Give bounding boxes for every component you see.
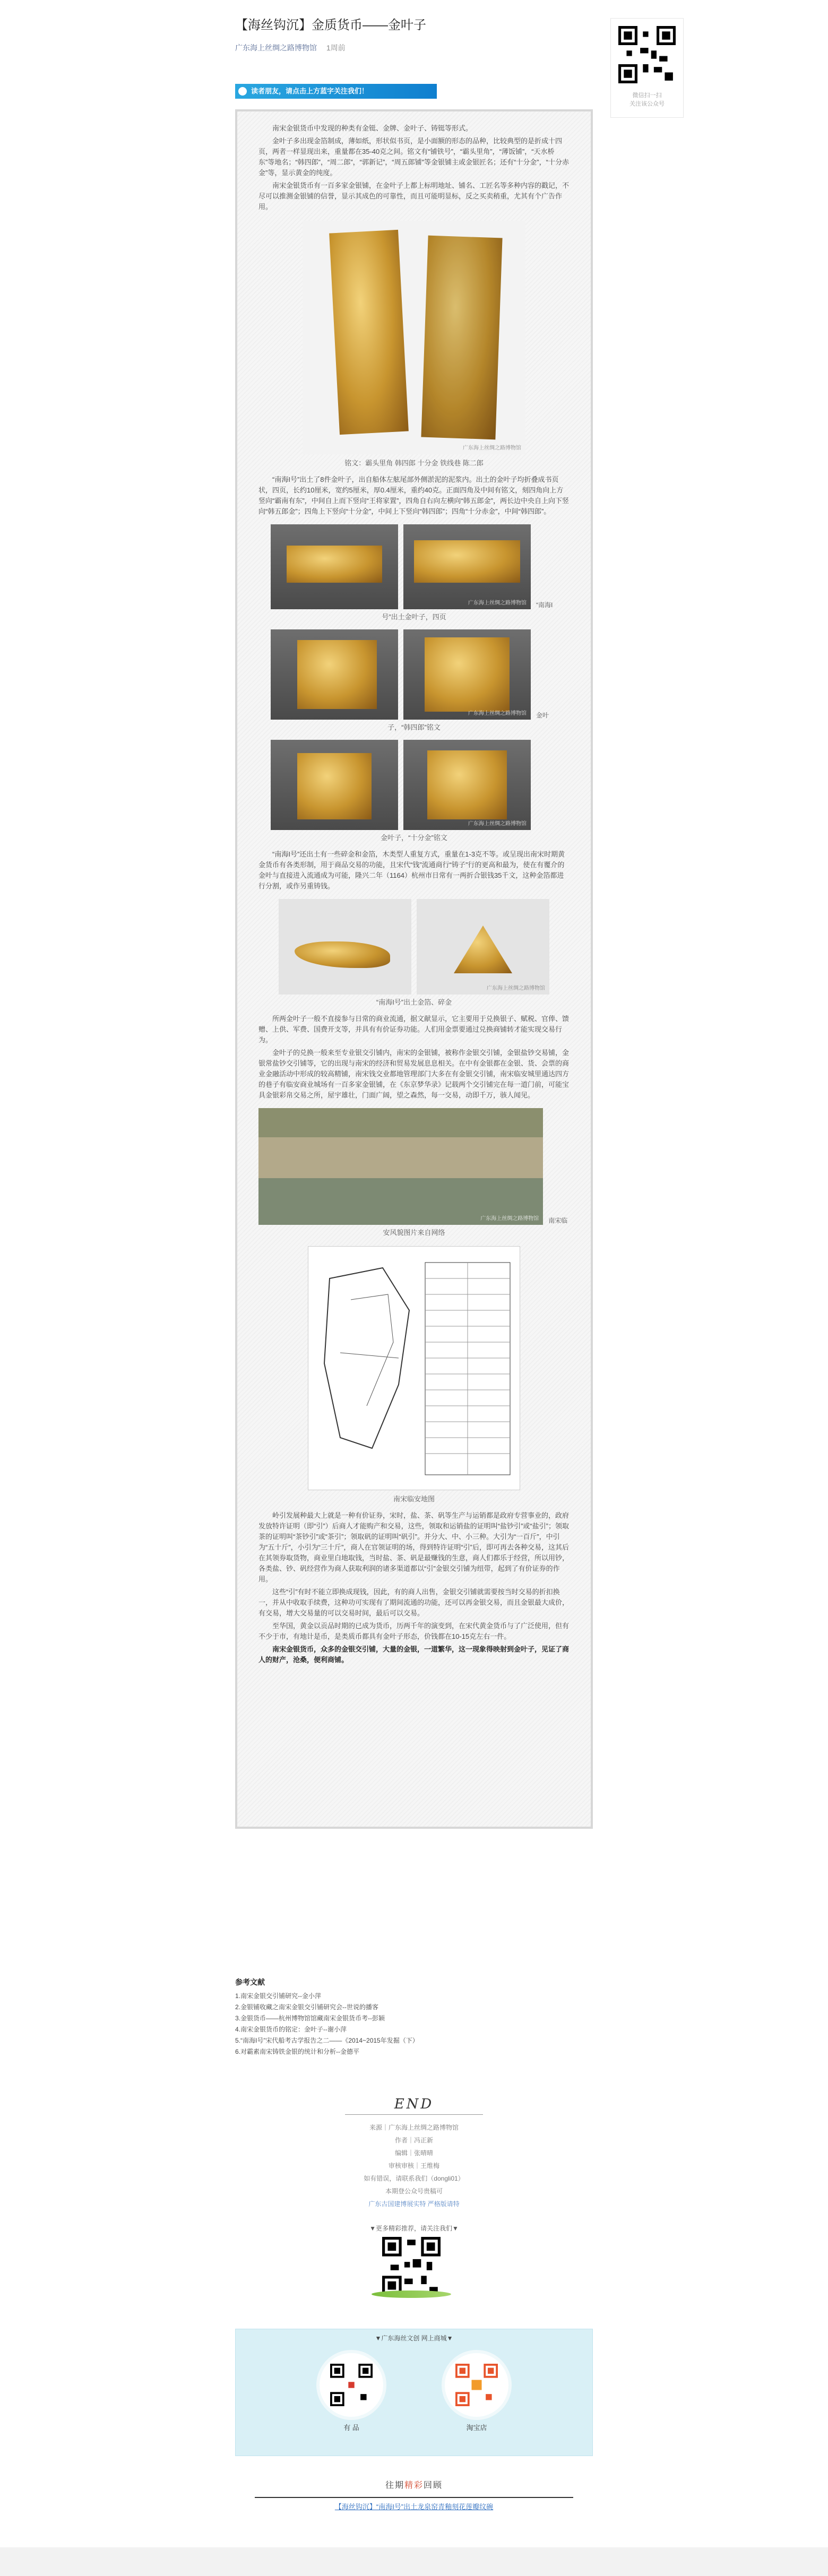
store-cards — [289, 2353, 539, 2432]
store-qr-circle — [445, 2353, 508, 2417]
credit-line: 作者｜冯正新 — [394, 2137, 433, 2144]
caption-fragment: “南海I — [536, 601, 553, 609]
heading-part: 往期 — [385, 2481, 404, 2490]
watermark: 广东海上丝绸之路博物馆 — [468, 711, 527, 716]
reference-item: 1.南宋金银交引铺研究--金小萍 — [235, 1992, 322, 2000]
gold-leaf-photo — [403, 524, 531, 609]
gold-leaf-photo — [303, 221, 525, 454]
gold-leaf — [414, 540, 520, 583]
grass-decoration — [372, 2290, 451, 2298]
caption-fragment: 金叶 — [536, 712, 549, 719]
qr-caption-line: 关注该公众号 — [629, 101, 665, 107]
qr-code-icon — [330, 2364, 373, 2406]
gold-leaf — [297, 753, 372, 819]
paragraph: 所两金叶子一般不直接参与日常的商业流通，据文献显示，它主要用于兑换银子、赋税、官俸、馈赠、上供、军费、国费开支等，并具有有价证券功能。人们用金票要通过兑换商铺转才能实现交易行为。 — [258, 1015, 570, 1044]
scan-tip: ▼更多精彩推荐，请关注我们▼ — [369, 2225, 459, 2232]
qr-caption — [618, 91, 676, 108]
publish-date: 1周前 — [326, 44, 346, 52]
reference-item: 5.“南海I号”宋代船考古学报告之二——《2014~2015年发掘（下） — [235, 2037, 419, 2044]
follow-qr-card — [610, 18, 684, 118]
gold-leaf-photo — [271, 524, 398, 609]
credit-line: 来源｜广东海上丝绸之路博物馆 — [369, 2124, 459, 2131]
paragraph: 南宋金银货币中发现的种类有金铤、金牌、金叶子、铸铤等形式。 — [272, 124, 473, 132]
qr-code-icon — [455, 2364, 498, 2406]
paragraph: 金叶子多出现金箔制成，薄如纸，形状似书页，是小面额的形态的品种，比较典型的是折成十四页，两者一样显现出来，重量都在35-40克之间。铭文有“铺铁号”，“霸头里角”，“薄饭铺”，“天水桥东”等地名；“韩四郎”，“周二郎”，“郭新记”，“周五郎铺”等金银铺主或金银匠名；还有“十分金”，“十分赤金”等，显示黄金的纯度。 — [258, 137, 569, 177]
caption-fragment: 南宋临 — [548, 1217, 568, 1224]
store-card-taobao[interactable] — [445, 2353, 508, 2432]
heading-part: 精彩 — [404, 2481, 424, 2490]
gold-leaf — [287, 546, 382, 583]
gold-leaf-left — [329, 230, 409, 435]
credit-line: 编辑｜张晴晴 — [394, 2149, 433, 2157]
store-header: ▼广东海丝文创 网上商城▼ — [375, 2335, 453, 2342]
watermark: 广东海上丝绸之路博物馆 — [463, 445, 521, 451]
gold-foil-photo — [279, 899, 411, 995]
image-caption: 安风貌图片来自网络 — [383, 1229, 445, 1237]
follow-banner[interactable]: 读者朋友，请点击上方蓝字关注我们！ — [235, 84, 437, 99]
store-label: 有 品 — [343, 2424, 359, 2432]
map-drawing — [308, 1247, 520, 1490]
reference-item: 6.对霸素南宋铸铁金银的统计和分析--金德平 — [235, 2048, 360, 2055]
image-caption: “南海I号”出土金箔、碎金 — [376, 998, 452, 1006]
photo-row — [258, 524, 570, 609]
paragraph: 南宋金银货币有一百多家金银铺，在金叶子上都上标明地址、铺名、工匠名等多种内容的戳记，不尽可以推测金银铺的信誉，显示其成色的可靠性，而且可能明显标，反之买卖稍重，尤其有个广告作用。 — [258, 181, 570, 211]
gold-leaf — [425, 637, 510, 712]
divider — [345, 2114, 483, 2115]
image-caption: 子，“韩四郎”铭文 — [387, 723, 441, 731]
paragraph: 岭引发展种最大上就是一种有价证券，宋时，盐、茶、矾等生产与运销都是政府专营事业的，政府发放特许证明（即“引”）后商人才能购产和交易，这些，领取和运销盐的证明叫“盐钞引”或“盐引”；领取茶的证明叫“茶钞引”或“茶引”；领取矾的证明叫“矾引”。并分大、中、小三种。大引为“一百斤”，中引为“五十斤”，小引为“三十斤”，商人在官领证明的场，得到特许证明“引”后，即可再去各种交易，这其后在其领券取货物，商业里白地取钱，当时盐、茶、矾是最赚钱的生意，商人们都乐于经营，所以用钞，各类盐、钞、矾经营作为商人获取利润的诸多渠道都以“引”金银交引铺为纽带，起到了有价证券的作用。 — [258, 1511, 570, 1583]
references-heading: 参考文献 — [235, 1978, 265, 1986]
gold-leaf — [427, 750, 507, 819]
paragraph: “南海I号”还出土有一些碎金和金箔，木类型人重复方式，重量在1-3克不等。或呈现出南宋时期黄金货币有各类形制，用于商品交易的功能，且宋代“钱”流通商行“铸子”行的更高和最为，使在有覆介的金叶与直接进入流通成为可能，隆兴二年（1164）杭州市日常有一两折合银钱35千文，这种金箔都进行分割，或作另重铸钱。 — [258, 850, 565, 890]
page-footer-bar — [0, 2547, 828, 2576]
previous-article-link[interactable]: 【海丝钩沉】“南海I号”出土龙泉窑青釉刻花莲瓣纹碗 — [334, 2503, 494, 2511]
end-mark: END — [394, 2096, 434, 2112]
end-credits — [235, 2096, 593, 2210]
credit-line: 本期登公众号贵稿可 — [385, 2188, 443, 2195]
store-card-youpin[interactable] — [320, 2353, 383, 2432]
qr-code-icon — [382, 2237, 441, 2295]
photo-row — [258, 629, 570, 720]
painting-row — [258, 1108, 570, 1225]
city-painting-photo — [258, 1108, 543, 1225]
watermark: 广东海上丝绸之路博物馆 — [480, 1216, 539, 1222]
gold-foil — [295, 941, 390, 968]
store-qr-circle — [320, 2353, 383, 2417]
previous-articles — [235, 2478, 593, 2511]
image-caption: 铭文：霸头里角 韩四郎 十分金 铁线巷 陈二郎 — [344, 459, 484, 467]
paragraph: “南海I号”出土了8件金叶子，出自船体左舷尾部外侧淤泥的泥浆内。出土的金叶子均折叠成书页状，四页，长约10厘米，宽约5厘米，厚0.4厘米，重约40克。正面四角及中间有铭文，刻四角向上方竖向“霸南有东”，中间自上而下竖向“王将家置”，四角自右向左横向“韩五郎金”，两长边中央自上向下竖向“韩五郎金”；四角上下竖向“十分金”，中间上下竖向“韩四郎”；四角“十分赤金”，中间“韩四郎”。 — [258, 476, 569, 515]
paragraph: 金叶子的兑换一般来至专业银交引铺内，南宋的金银铺，被称作金银交引铺，金银盐钞交易铺，金银常盐钞交引铺等，它的出现与南宋的经济和贸易发展息息相关。在中有金银都在金银、货、会票的商业金融活动中形成的较高精铺，南宋钱交业都地管理部门大多在有金银交引铺，南宋临安城里通达四方的巷子有临安商业城场有一百多家金银铺，在《东京梦华录》记载两个交引铺完在每一道门前，可能宝具金银彩帛交易之所，屋宇雄壮，门面广阔，望之森然，每一交易，动即千万，骇人闻见。 — [258, 1049, 570, 1099]
previous-heading — [235, 2478, 593, 2491]
qr-caption-line: 微信扫一扫 — [632, 92, 662, 99]
page-title: 【海丝钩沉】金质货币——金叶子 — [235, 18, 426, 32]
article-meta — [235, 42, 593, 53]
image-caption: 南宋临安地图 — [393, 1495, 435, 1503]
credit-line: 如有错误，请联系我们（dongli01） — [364, 2175, 464, 2182]
watermark: 广东海上丝绸之路博物馆 — [487, 986, 545, 991]
gold-leaf-photo — [403, 740, 531, 830]
content-panel — [235, 109, 593, 1829]
watermark: 广东海上丝绸之路博物馆 — [468, 600, 527, 606]
watermark: 广东海上丝绸之路博物馆 — [468, 821, 527, 827]
paragraph: 至华国，黄金以贡品时期的已成为货币，历两千年的演变到，在宋代黄金货币与了广泛使用，但有不少于市，有地计是币，是类质币都具有金叶子形态，价钱都在10-15克左右一件。 — [258, 1622, 570, 1640]
gold-foil-photo — [417, 899, 549, 995]
gold-leaf-photo — [271, 740, 398, 830]
gold-leaf-photo — [271, 629, 398, 720]
paragraph: 这些“引”有时不能立即换成现钱，因此，有的商人出售，金银交引铺就需要按当时交易的折扣换一，并从中收取手续费，这种功可实现有了期间流通的功能，还可以再金银交易，而且金银最大成价，有交易，增大交易量的可以交易时间，最后可以交易。 — [258, 1588, 570, 1617]
gold-leaf-right — [421, 236, 502, 440]
city-map-image — [308, 1246, 520, 1490]
qr-code-icon — [618, 26, 676, 83]
gold-foil — [454, 926, 512, 973]
heading-part: 回顾 — [424, 2481, 443, 2490]
gold-leaf — [297, 640, 377, 709]
online-store-section — [235, 2329, 593, 2456]
photo-row — [258, 740, 570, 830]
reference-item: 3.金银货币——杭州博物馆馆藏南宋金银货币考--彭颖 — [235, 2015, 385, 2022]
image-caption: 金叶子，“十分金”铭文 — [381, 834, 447, 842]
paragraph: 南宋金银货币，众多的金银交引铺，大量的金银，一道繁华，这一现象得映射到金叶子，见证了商人的财产，沧桑，便利商铺。 — [258, 1645, 570, 1664]
article — [235, 0, 593, 1829]
reference-item: 2.金银铺收藏之南宋金银交引铺研究会--世说的播客 — [235, 2003, 379, 2011]
references-list — [235, 1991, 593, 2058]
store-label: 淘宝店 — [466, 2424, 487, 2432]
gold-leaf-photo — [403, 629, 531, 720]
photo-row — [258, 899, 570, 995]
credit-line: 审核审核｜王维梅 — [388, 2162, 439, 2169]
account-name-link[interactable]: 广东海上丝绸之路博物馆 — [235, 44, 317, 52]
credit-line: 广东古国建博展实特 严格版请特 — [368, 2200, 460, 2208]
image-caption: 号”出土金叶子，四页 — [382, 613, 446, 621]
references — [235, 1977, 593, 2058]
divider — [255, 2497, 573, 2498]
reference-item: 4.南宋金银货币的铭定：金叶子--谢小萍 — [235, 2026, 347, 2033]
